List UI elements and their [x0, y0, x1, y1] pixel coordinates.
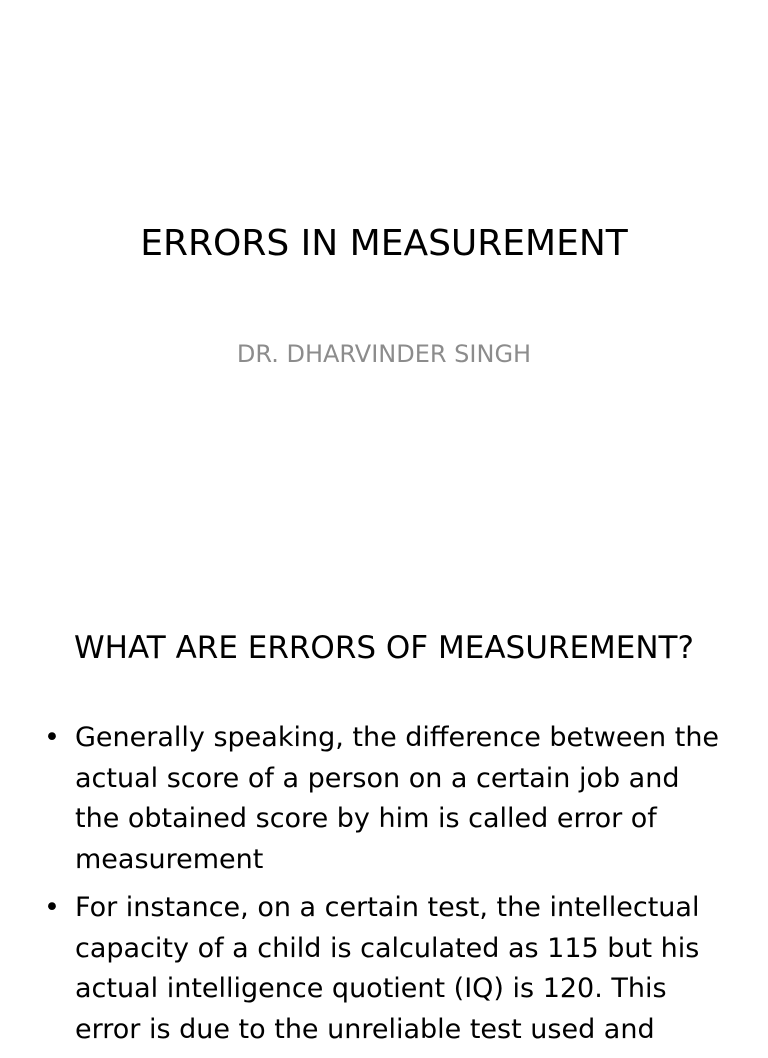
bullet-text: For instance, on a certain test, the intellectual capacity of a child is calculated as 115 but his actual intelligence quotient (IQ) is 120. This error is due to the unreliable test used and	[75, 892, 700, 1045]
bullet-dot-icon: •	[44, 722, 60, 753]
bullet-list	[42, 718, 722, 1058]
slide-title: WHAT ARE ERRORS OF MEASUREMENT?	[74, 630, 694, 666]
bullet-item	[42, 888, 722, 1050]
bullet-item	[42, 718, 722, 880]
bullet-dot-icon: •	[44, 892, 60, 923]
bullet-text: Generally speaking, the difference between the actual score of a person on a certain job and the obtained score by him is called error of measurement	[75, 722, 720, 875]
content-slide	[0, 576, 768, 1045]
slide-subtitle: DR. DHARVINDER SINGH	[236, 340, 532, 368]
slide-title: ERRORS IN MEASUREMENT	[140, 223, 628, 264]
